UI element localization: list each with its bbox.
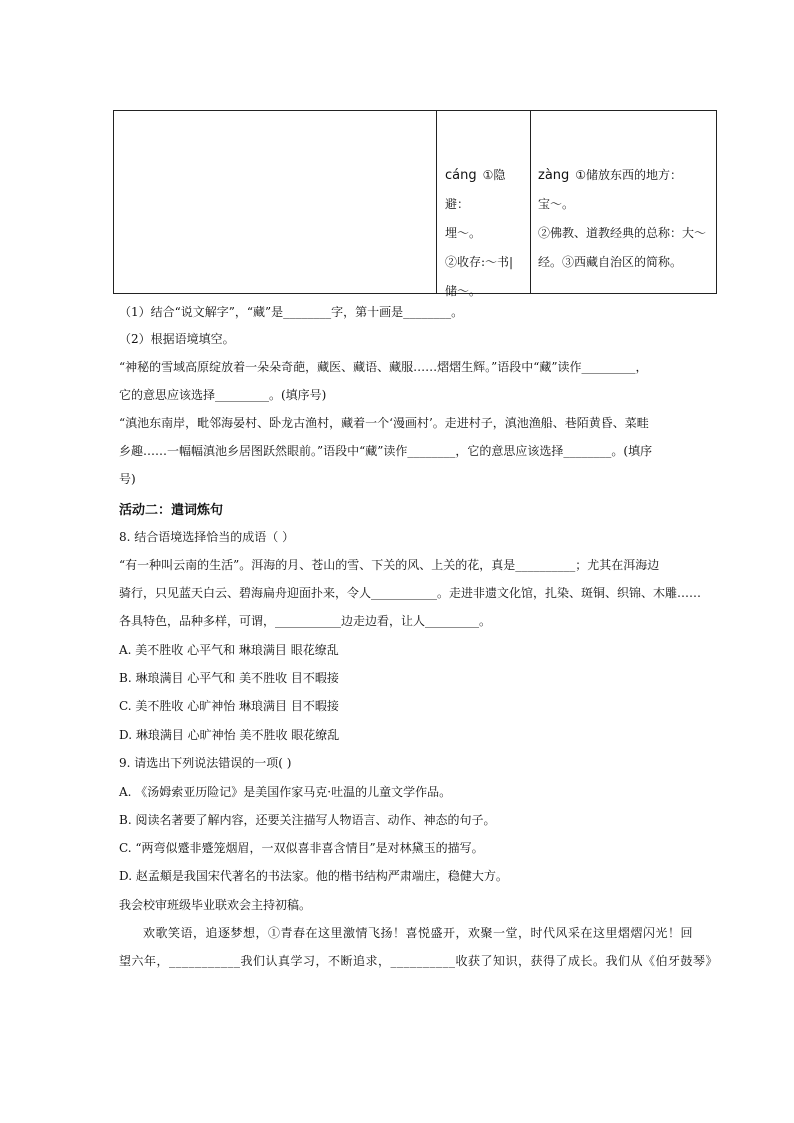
option-c: C. “两弯似蹙非蹙笼烟眉，一双似喜非喜含情目”是对林黛玉的描写。 <box>119 841 484 855</box>
cang-example-2: 储～。 <box>445 284 482 298</box>
paragraph-line: 它的意思应该选择_________。(填序号) <box>119 388 327 402</box>
option-d: D. 赵孟頫是我国宋代著名的书法家。他的楷书结构严肃端庄，稳健大方。 <box>119 869 508 883</box>
cang-meaning-1: ①隐避： <box>445 168 506 211</box>
pinyin-cang: cáng <box>445 168 477 183</box>
question-8-stem: 8. 结合语境选择恰当的成语（ ） <box>119 530 295 544</box>
cang-example-1: 埋～。 <box>445 226 482 240</box>
character-table <box>113 110 717 298</box>
option-b: B. 阅读名著要了解内容，还要关注描写人物语言、动作、神态的句子。 <box>119 813 496 827</box>
option-d: D. 琳琅满目 心旷神怡 美不胜收 眼花缭乱 <box>119 728 340 742</box>
option-a: A. 《汤姆索亚历险记》是美国作家马克·吐温的儿童文学作品。 <box>119 785 452 799</box>
question-8-passage: 各具特色，品种多样，可谓，___________边走边看，让人_________。 <box>119 614 492 628</box>
zang-meaning-3: 经。③西藏自治区的简称。 <box>538 255 683 269</box>
cang-meaning-cell <box>445 161 529 306</box>
question-10-intro: 我会校审班级毕业联欢会主持初稿。 <box>119 898 312 912</box>
paragraph-line: “神秘的雪域高原绽放着一朵朵奇葩，藏医、藏语、藏服……熠熠生辉。”语段中“藏”读作_________， <box>119 360 648 374</box>
cang-meaning-2: ②收存:～书| <box>445 255 514 269</box>
zang-meaning-cell <box>538 161 714 277</box>
host-script-line: 欢歌笑语，追逐梦想，①青春在这里激情飞扬！喜悦盛开，欢聚一堂，时代风采在这里熠熠闪光！回 <box>143 926 694 940</box>
zang-meaning-2: ②佛教、道教经典的总称：大～ <box>538 226 707 240</box>
section-title: 活动二：遣词炼句 <box>119 503 224 518</box>
zang-example-1: 宝～。 <box>538 197 575 211</box>
question-8-passage: 骑行，只见蓝天白云、碧海扁舟迎面扑来，令人___________。走进非遗文化馆，扎染、斑铜、织锦、木雕…… <box>119 586 702 600</box>
table-divider <box>530 111 531 293</box>
paragraph-line: “滇池东南岸，毗邻海晏村、卧龙古渔村，藏着一个‘漫画村’。走进村子，滇池渔船、巷陌黄昏、菜畦 <box>119 416 649 430</box>
option-b: B. 琳琅满目 心平气和 美不胜收 目不暇接 <box>119 671 339 685</box>
table-divider <box>436 111 437 293</box>
option-c: C. 美不胜收 心旷神怡 琳琅满目 目不暇接 <box>119 699 339 713</box>
question-8-passage: “有一种叫云南的生活”。洱海的月、苍山的雪、下关的风、上关的花，真是__________；尤其在洱海边 <box>119 558 660 572</box>
question-7-2: （2）根据语境填空。 <box>119 332 235 346</box>
paragraph-line: 乡趣……一幅幅滇池乡居图跃然眼前。”语段中“藏”读作________，它的意思应该选择________。(填序 <box>119 444 653 458</box>
paragraph-line: 号) <box>119 472 136 486</box>
option-a: A. 美不胜收 心平气和 琳琅满目 眼花缭乱 <box>119 643 339 657</box>
pinyin-zang: zàng <box>538 168 570 183</box>
host-script-line: 望六年，___________我们认真学习，不断追求，__________收获了知识，获得了成长。我们从《伯牙鼓琴》 <box>119 954 719 968</box>
zang-meaning-1: ①储放东西的地方： <box>575 168 683 182</box>
question-9-stem: 9. 请选出下列说法错误的一项( ) <box>119 756 292 770</box>
question-7-1: （1）结合“说文解字”，“藏”是________字，第十画是________。 <box>119 305 464 319</box>
